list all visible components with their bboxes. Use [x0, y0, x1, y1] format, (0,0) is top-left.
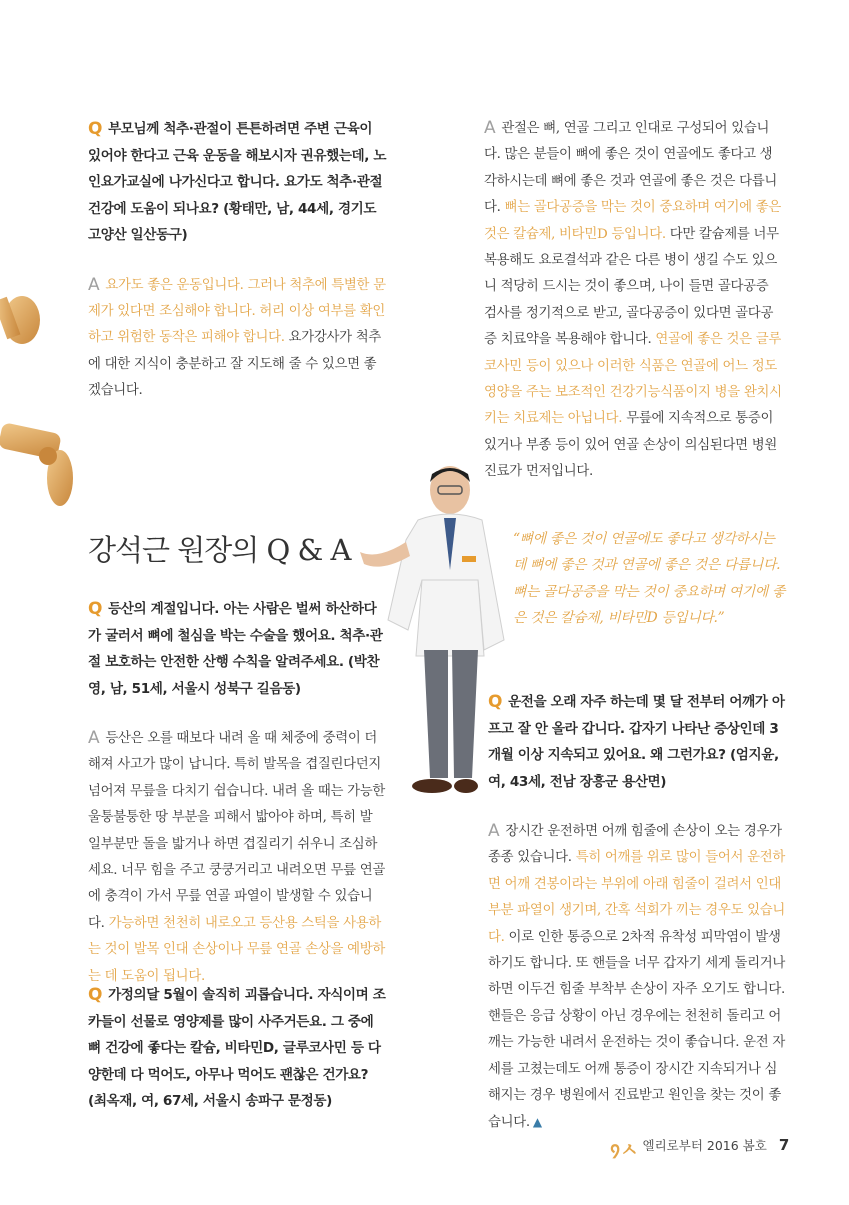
pull-quote: “뼈에 좋은 것이 연골에도 좋다고 생각하시는데 뼈에 좋은 것과 연골에 좋은 것은 다릅니다. 뼈는 골다공증을 막는 것이 중요하며 여기에 좋은 것은 칼슘제, 비타민D 등입니다.”	[513, 531, 786, 627]
answer-3-highlight-2: 연골에 좋은 것은 글루코사민 등이 있으나 이러한 식품은 연골에 어느 정도 영양을 주는 보조적인 건강기능식품이지 병을 완치시키는 치료제는 아닙니다.	[484, 332, 782, 427]
a-mark-icon: A	[88, 274, 100, 295]
answer-3-p1: 관절은 뼈, 연골 그리고 인대로 구성되어 있습니다. 많은 분들이 뼈에 좋은 것이 연골에도 좋다고 생각하시는데 뼈에 좋은 것과 연골에 좋은 것은 다릅니다.	[484, 121, 778, 216]
qa-block-3	[88, 982, 388, 1115]
question-2	[88, 596, 388, 702]
q-mark-icon: Q	[88, 985, 103, 1005]
answer-3-p3: 무릎에 지속적으로 통증이 있거나 부종 등이 있어 연골 손상이 의심된다면 병원 진료가 먼저입니다.	[484, 411, 778, 480]
qa-block-2	[88, 596, 388, 990]
answer-2	[88, 726, 388, 990]
question-4	[488, 689, 786, 795]
question-1-text: 부모님께 척추·관절이 튼튼하려면 주변 근육이 있어야 한다고 근육 운동을 해보시자 권유했는데, 노인요가교실에 나가신다고 합니다. 요가도 척추·관절 건강에 도움이 되나요? (황태만, 남, 44세, 경기도 고양산 일산동구)	[88, 121, 387, 243]
qa-block-4	[488, 689, 786, 1137]
answer-3-p2: 다만 칼슘제를 너무 복용해도 요로결석과 같은 다른 병이 생길 수도 있으니 적당히 드시는 것이 좋으며, 나이 들면 골다공증 검사를 정기적으로 받고, 골다공증이 있다면 골다공증 치료약을 복용해야 합니다.	[484, 226, 779, 348]
question-3	[88, 982, 388, 1115]
wooden-mannequin-illustration	[0, 270, 80, 530]
answer-4-text: 장시간 운전하면 어깨 힘줄에 손상이 오는 경우가 종종 있습니다.	[488, 824, 782, 866]
question-3-text: 가정의달 5월이 솔직히 괴롭습니다. 자식이며 조카들이 선물로 영양제를 많이 사주거든요. 그 중에 뼈 건강에 좋다는 칼슘, 비타민D, 글루코사민 등 다양한데 다 먹어도, 아무나 먹어도 괜찮은 건가요? (최옥재, 여, 67세, 서울시 송파구 문정동)	[88, 987, 386, 1109]
a-mark-icon: A	[484, 118, 496, 138]
answer-3-highlight-1: 뼈는 골다공증을 막는 것이 중요하며 여기에 좋은 것은 칼슘제, 비타민D 등입니다.	[484, 200, 782, 242]
page-footer	[610, 1128, 789, 1162]
qa-block-1	[88, 116, 388, 405]
answer-2-highlight: 가능하면 천천히 내로오고 등산용 스틱을 사용하는 것이 발목 인대 손상이나 무릎 연골 손상을 예방하는 데 도움이 됩니다.	[88, 915, 385, 984]
question-4-text: 운전을 오래 자주 하는데 몇 달 전부터 어깨가 아프고 잘 안 올라 갑니다. 갑자기 나타난 증상인데 3개월 이상 지속되고 있어요. 왜 그런가요? (엄지윤, 여, 43세, 전남 장흥군 용산면)	[488, 694, 785, 790]
page-number: 7	[778, 1136, 790, 1154]
end-mark-icon: ▲	[532, 1115, 542, 1130]
answer-4-highlight: 특히 어깨를 위로 많이 들어서 운전하면 어깨 견봉이라는 부위에 아래 힘줄이 걸려서 인대 부분 파열이 생기며, 간혹 석회가 끼는 경우도 있습니다.	[488, 850, 785, 945]
section-title: 강석근 원장의 Q & A	[88, 533, 351, 567]
answer-3-block	[484, 116, 784, 486]
magazine-logo-icon: ᠀ㅅ	[610, 1139, 637, 1161]
question-1	[88, 116, 388, 249]
q-mark-icon: Q	[488, 692, 503, 712]
magazine-issue: 엘리로부터 2016 봄호	[642, 1138, 767, 1153]
question-2-text: 등산의 계절입니다. 아는 사람은 벌써 하산하다가 굴러서 뼈에 철심을 박는 수술을 했어요. 척추·관절 보호하는 안전한 산행 수칙을 알려주세요. (박찬영, 남, 51세, 서울시 성북구 길음동)	[88, 601, 383, 697]
answer-1-rest: 요가강사가 척추에 대한 지식이 충분하고 잘 지도해 줄 수 있으면 좋겠습니다.	[88, 330, 382, 399]
a-mark-icon: A	[488, 821, 500, 841]
answer-3	[484, 116, 784, 486]
q-mark-icon: Q	[88, 599, 103, 619]
a-mark-icon: A	[88, 728, 100, 748]
answer-4	[488, 819, 786, 1137]
answer-4-rest: 이로 인한 통증으로 2차적 유착성 피막염이 발생하기도 합니다. 또 핸들을 너무 갑자기 세게 돌리거나 하면 이두건 힘줄 부착부 손상이 자주 오기도 합니다. 핸들은 응급 상황이 아닌 경우에는 천천히 돌리고 어깨는 가능한 내려서 운전하는 것이 좋습니다. 운전 자세를 고쳤는데도 어깨 통증이 장시간 지속되거나 심해지는 경우 병원에서 진료받고 원인을 찾는 것이 좋습니다.	[488, 929, 785, 1131]
answer-2-text: 등산은 오를 때보다 내려 올 때 체중에 중력이 더해져 사고가 많이 납니다. 특히 발목을 겹질린다던지 넘어져 무릎을 다치기 쉽습니다. 내려 올 때는 가능한 울퉁불퉁한 땅 부분을 피해서 밟아야 하며, 특히 발 일부분만 돌을 밟거나 하면 겹질리기 쉬우니 조심하세요. 너무 힘을 주고 쿵쿵거리고 내려오면 무릎 연골에 충격이 가서 무릎 연골 파열이 발생할 수 있습니다.	[88, 731, 385, 931]
q-mark-icon: Q	[88, 119, 103, 139]
answer-1-highlight: 요가도 좋은 운동입니다. 그러나 척추에 특별한 문제가 있다면 조심해야 합니다. 허리 이상 여부를 확인하고 위험한 동작은 피해야 합니다.	[88, 277, 386, 346]
answer-1	[88, 273, 388, 405]
